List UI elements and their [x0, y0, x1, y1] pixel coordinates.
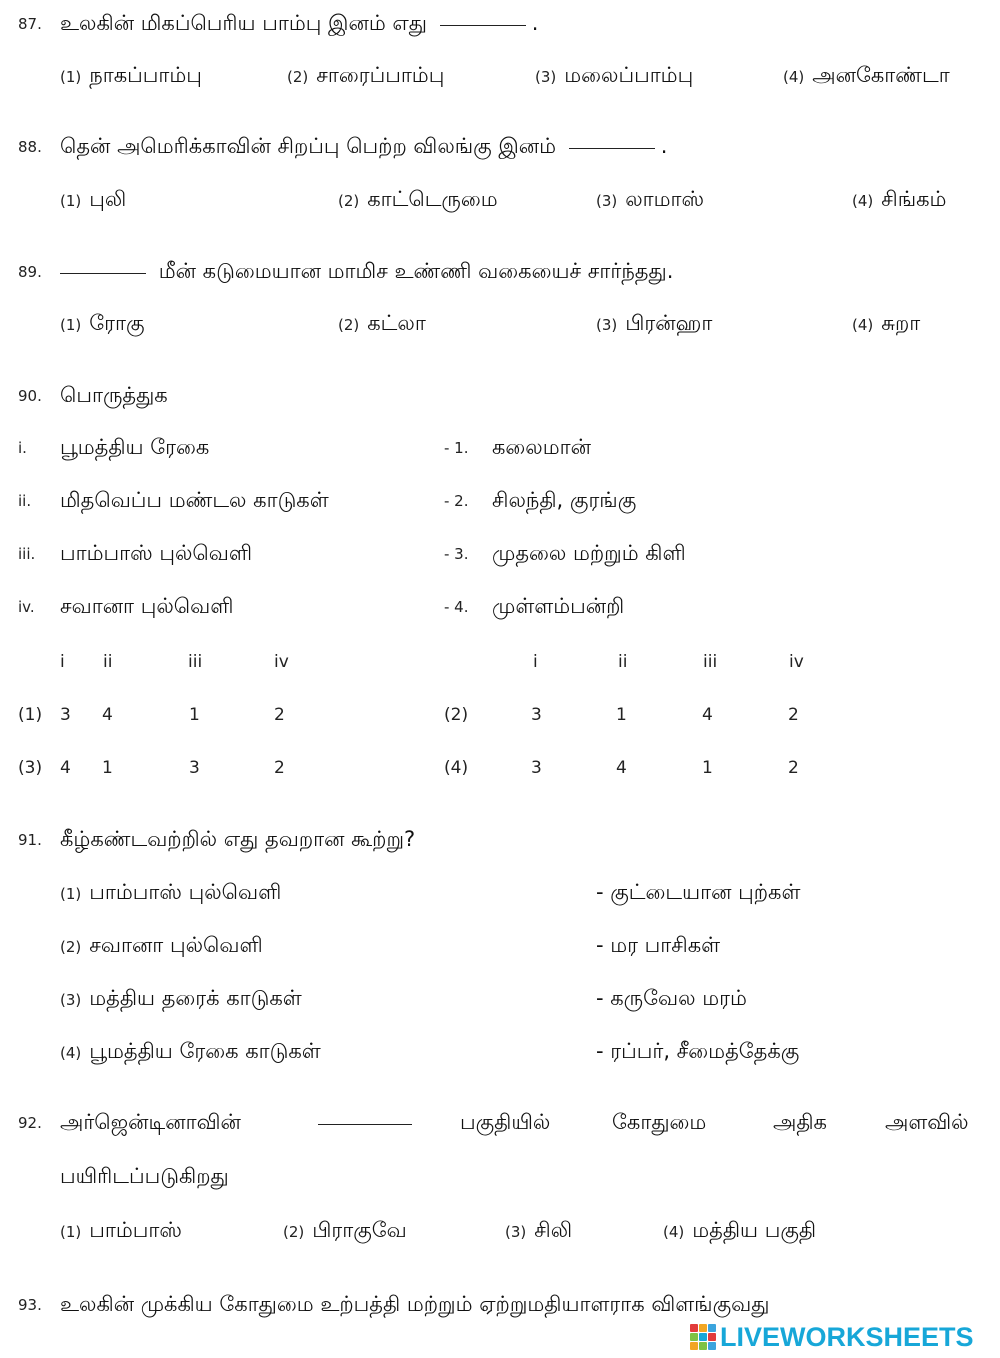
option-right-text: - கருவேல மரம்	[596, 986, 747, 1010]
option[interactable]	[596, 309, 712, 339]
option[interactable]	[60, 1216, 182, 1246]
answer-number: (3)	[18, 758, 43, 778]
option-text: பாம்பாஸ்	[89, 1218, 182, 1242]
question-number: 91.	[18, 831, 42, 849]
question-text-continued: பயிரிடப்படுகிறது	[60, 1164, 229, 1188]
answer-number: (4)	[444, 758, 469, 778]
answer-blank[interactable]	[440, 25, 526, 26]
option-text: நாகப்பாம்பு	[89, 63, 202, 87]
match-left-text: சவானா புல்வெளி	[60, 594, 234, 618]
option-number: (1)	[60, 885, 82, 903]
option-number: (1)	[60, 316, 82, 334]
option[interactable]	[60, 185, 126, 215]
answer-number: (1)	[18, 705, 43, 725]
option-number: (4)	[60, 1044, 82, 1062]
option[interactable]	[283, 1216, 407, 1246]
grid-square	[699, 1324, 707, 1332]
answer-value: 3	[189, 758, 200, 778]
grid-header: ii	[103, 652, 113, 672]
option[interactable]	[338, 185, 498, 215]
option-text: மலைப்பாம்பு	[564, 63, 694, 87]
question-text-word: அதிக	[773, 1110, 827, 1134]
liveworksheets-grid-icon	[690, 1324, 716, 1350]
answer-value: 1	[102, 758, 113, 778]
match-right-text: முள்ளம்பன்றி	[492, 594, 625, 618]
grid-square	[690, 1333, 698, 1341]
option-text: மத்திய பகுதி	[692, 1218, 817, 1242]
question-number: 92.	[18, 1114, 42, 1132]
option[interactable]	[852, 309, 920, 339]
option-text: பாம்பாஸ் புல்வெளி	[89, 880, 282, 904]
match-left-text: மிதவெப்ப மண்டல காடுகள்	[60, 488, 329, 512]
grid-square	[708, 1333, 716, 1341]
option-text: லாமாஸ்	[625, 187, 705, 211]
match-left-text: பூமத்திய ரேகை	[60, 435, 210, 459]
match-right-number: - 4.	[444, 598, 469, 616]
option-text: சுறா	[881, 311, 921, 335]
question-number: 90.	[18, 387, 42, 405]
option-text: சிங்கம்	[881, 187, 947, 211]
question-87-text: உலகின் மிகப்பெரிய பாம்பு இனம் எது	[60, 11, 427, 35]
question-number: 88.	[18, 138, 42, 156]
question-text-word: கோதுமை	[612, 1110, 707, 1134]
option[interactable]	[60, 984, 302, 1014]
answer-value: 4	[702, 705, 713, 725]
option-number: (1)	[60, 192, 82, 210]
option-right-text: - குட்டையான புற்கள்	[596, 880, 801, 904]
option-text: காட்டெருமை	[367, 187, 498, 211]
grid-square	[708, 1342, 716, 1350]
grid-square	[690, 1342, 698, 1350]
option[interactable]	[852, 185, 946, 215]
grid-header: i	[533, 652, 538, 672]
question-text: உலகின் மிகப்பெரிய பாம்பு இனம் எது .	[60, 11, 539, 35]
grid-square	[690, 1324, 698, 1332]
match-right-text: முதலை மற்றும் கிளி	[492, 541, 686, 565]
option-text: அனகோண்டா	[812, 63, 950, 87]
option[interactable]	[60, 878, 281, 908]
option[interactable]	[596, 185, 704, 215]
option-right-text: - ரப்பர், சீமைத்தேக்கு	[596, 1039, 800, 1063]
answer-value: 2	[788, 705, 799, 725]
option[interactable]	[338, 309, 426, 339]
option[interactable]	[663, 1216, 816, 1246]
option-text: சவானா புல்வெளி	[89, 933, 263, 957]
option-text: பிராகுவே	[312, 1218, 407, 1242]
question-text: தென் அமெரிக்காவின் சிறப்பு பெற்ற விலங்கு இனம் .	[60, 134, 668, 158]
option-text: கட்லா	[367, 311, 426, 335]
option-number: (3)	[535, 68, 557, 86]
option-right-text: - மர பாசிகள்	[596, 933, 721, 957]
option-text: ரோகு	[89, 311, 145, 335]
option-number: (2)	[338, 316, 360, 334]
answer-value: 2	[788, 758, 799, 778]
match-right-number: - 1.	[444, 439, 469, 457]
question-number: 87.	[18, 15, 42, 33]
answer-blank[interactable]	[60, 273, 146, 274]
question-text-word: அளவில்	[885, 1110, 969, 1134]
option-text: புலி	[89, 187, 127, 211]
answer-number: (2)	[444, 705, 469, 725]
option-text: சாரைப்பாம்பு	[316, 63, 445, 87]
answer-value: 3	[531, 758, 542, 778]
question-90-text: பொருத்துக	[60, 383, 168, 407]
grid-header: i	[60, 652, 65, 672]
option[interactable]	[505, 1216, 572, 1246]
grid-header: iv	[789, 652, 804, 672]
option-number: (1)	[60, 1223, 82, 1241]
answer-value: 4	[616, 758, 627, 778]
option-number: (4)	[852, 316, 874, 334]
match-left-number: iii.	[18, 545, 36, 563]
answer-value: 1	[616, 705, 627, 725]
match-right-number: - 2.	[444, 492, 469, 510]
grid-square	[708, 1324, 716, 1332]
option[interactable]	[535, 61, 693, 91]
option-number: (4)	[783, 68, 805, 86]
answer-value: 1	[702, 758, 713, 778]
answer-value: 3	[60, 705, 71, 725]
match-right-number: - 3.	[444, 545, 469, 563]
option[interactable]	[60, 61, 202, 91]
option-number: (4)	[663, 1223, 685, 1241]
option-number: (3)	[60, 991, 82, 1009]
option-number: (1)	[60, 68, 82, 86]
question-number: 89.	[18, 263, 42, 281]
match-left-number: iv.	[18, 598, 35, 616]
answer-value: 1	[189, 705, 200, 725]
option[interactable]	[783, 61, 950, 91]
grid-header: iv	[274, 652, 289, 672]
option-number: (2)	[287, 68, 309, 86]
option-number: (3)	[596, 316, 618, 334]
option-text: சிலி	[534, 1218, 573, 1242]
answer-value: 2	[274, 705, 285, 725]
question-88-text: தென் அமெரிக்காவின் சிறப்பு பெற்ற விலங்கு இனம்	[60, 134, 557, 158]
option-number: (2)	[283, 1223, 305, 1241]
option[interactable]	[287, 61, 444, 91]
grid-square	[699, 1342, 707, 1350]
option-text: மத்திய தரைக் காடுகள்	[89, 986, 302, 1010]
match-right-text: கலைமான்	[492, 435, 591, 459]
question-89-text: மீன் கடுமையான மாமிச உண்ணி வகையைச் சார்ந்தது.	[158, 259, 674, 283]
liveworksheets-wordmark: LIVEWORKSHEETS	[720, 1321, 974, 1352]
question-91-text: கீழ்கண்டவற்றில் எது தவறான கூற்று?	[60, 827, 416, 851]
question-text-word: பகுதியில்	[460, 1110, 551, 1134]
grid-header: iii	[188, 652, 203, 672]
match-right-text: சிலந்தி, குரங்கு	[492, 488, 637, 512]
option[interactable]	[60, 931, 263, 961]
question-number: 93.	[18, 1296, 42, 1314]
answer-value: 2	[274, 758, 285, 778]
liveworksheets-logo	[690, 1321, 974, 1353]
option-number: (3)	[596, 192, 618, 210]
match-left-number: i.	[18, 439, 27, 457]
answer-value: 3	[531, 705, 542, 725]
grid-square	[699, 1333, 707, 1341]
answer-blank[interactable]	[318, 1124, 412, 1125]
option-number: (2)	[60, 938, 82, 956]
option-number: (4)	[852, 192, 874, 210]
option-text: பிரன்ஹா	[625, 311, 713, 335]
match-left-text: பாம்பாஸ் புல்வெளி	[60, 541, 253, 565]
match-left-number: ii.	[18, 492, 32, 510]
option-text: பூமத்திய ரேகை காடுகள்	[89, 1039, 321, 1063]
question-93-text: உலகின் முக்கிய கோதுமை உற்பத்தி மற்றும் ஏற்றுமதியாளராக விளங்குவது	[60, 1292, 770, 1316]
grid-header: iii	[703, 652, 718, 672]
question-text-word: அர்ஜென்டினாவின்	[60, 1110, 241, 1134]
option[interactable]	[60, 1037, 321, 1067]
answer-blank[interactable]	[569, 148, 655, 149]
option[interactable]	[60, 309, 145, 339]
option-number: (3)	[505, 1223, 527, 1241]
question-text	[60, 257, 673, 285]
option-number: (2)	[338, 192, 360, 210]
answer-value: 4	[60, 758, 71, 778]
grid-header: ii	[618, 652, 628, 672]
answer-value: 4	[102, 705, 113, 725]
answer-blank-slot[interactable]	[318, 1108, 412, 1136]
